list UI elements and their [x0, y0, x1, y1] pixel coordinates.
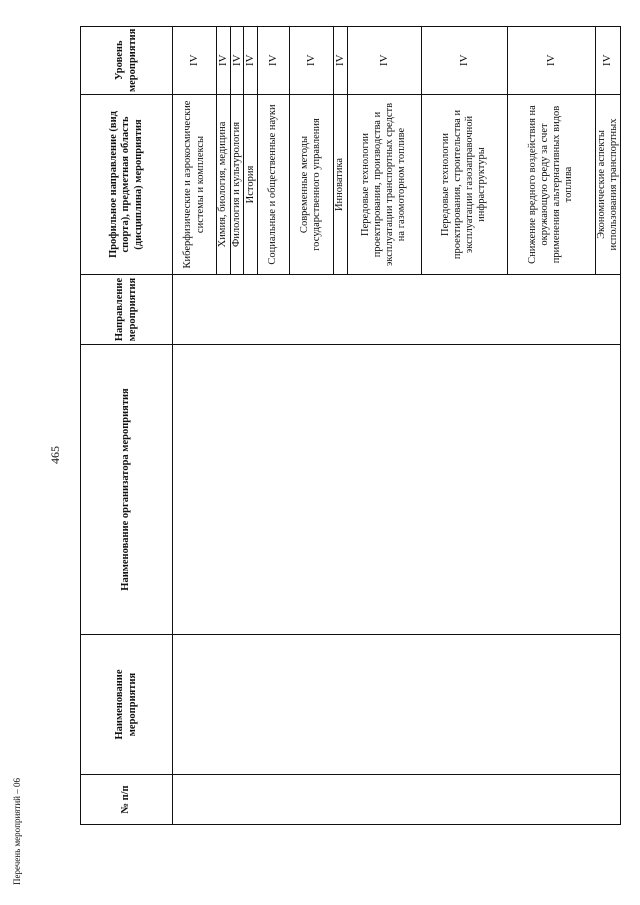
header-event-name: Наименование мероприятия — [81, 635, 173, 775]
profile-cell: Социальные и общественные науки — [257, 95, 289, 275]
level-cell: IV — [507, 26, 595, 94]
profile-cell: Экономические аспекты использования транспортных — [595, 95, 620, 275]
header-organizer: Наименование организатора мероприятия — [81, 345, 173, 635]
table-row — [173, 26, 217, 824]
profile-cell: Киберфизические и аэрокосмические системы и комплексы — [173, 95, 217, 275]
level-cell: IV — [257, 26, 289, 94]
profile-cell: Передовые технологии проектирования, строительства и эксплуатации газозаправочной инфраструктуры — [421, 95, 507, 275]
level-cell: IV — [595, 26, 620, 94]
header-profile: Профильное направление (вид спорта), предметная область (дисциплина) мероприятия — [81, 95, 173, 275]
page-footer: Перечень мероприятий – 06 — [12, 778, 22, 885]
table-header-row — [81, 26, 173, 824]
events-table — [80, 26, 621, 825]
direction-cell — [173, 275, 621, 345]
profile-cell: Инноватика — [333, 95, 347, 275]
level-cell: IV — [347, 26, 421, 94]
level-cell: IV — [244, 26, 258, 94]
profile-cell: Передовые технологии проектирования, производства и эксплуатации транспортных средств на газомоторном топливе — [347, 95, 421, 275]
level-cell: IV — [230, 26, 244, 94]
profile-cell: Современные методы государственного управления — [289, 95, 333, 275]
profile-cell: Филология и культурология — [230, 95, 244, 275]
organizer-cell — [173, 345, 621, 635]
page-number: 465 — [48, 446, 62, 464]
level-cell: IV — [333, 26, 347, 94]
level-cell: IV — [421, 26, 507, 94]
profile-cell: Химия, биология, медицина — [217, 95, 231, 275]
number-cell — [173, 775, 621, 825]
level-cell: IV — [217, 26, 231, 94]
header-level: Уровень мероприятия — [81, 26, 173, 94]
header-number: № п/п — [81, 775, 173, 825]
level-cell: IV — [173, 26, 217, 94]
level-cell: IV — [289, 26, 333, 94]
header-direction: Направление мероприятия — [81, 275, 173, 345]
profile-cell: История — [244, 95, 258, 275]
event-name-cell — [173, 635, 621, 775]
profile-cell: Снижение вредного воздействия на окружающую среду за счет применения альтернативных видов топлива — [507, 95, 595, 275]
